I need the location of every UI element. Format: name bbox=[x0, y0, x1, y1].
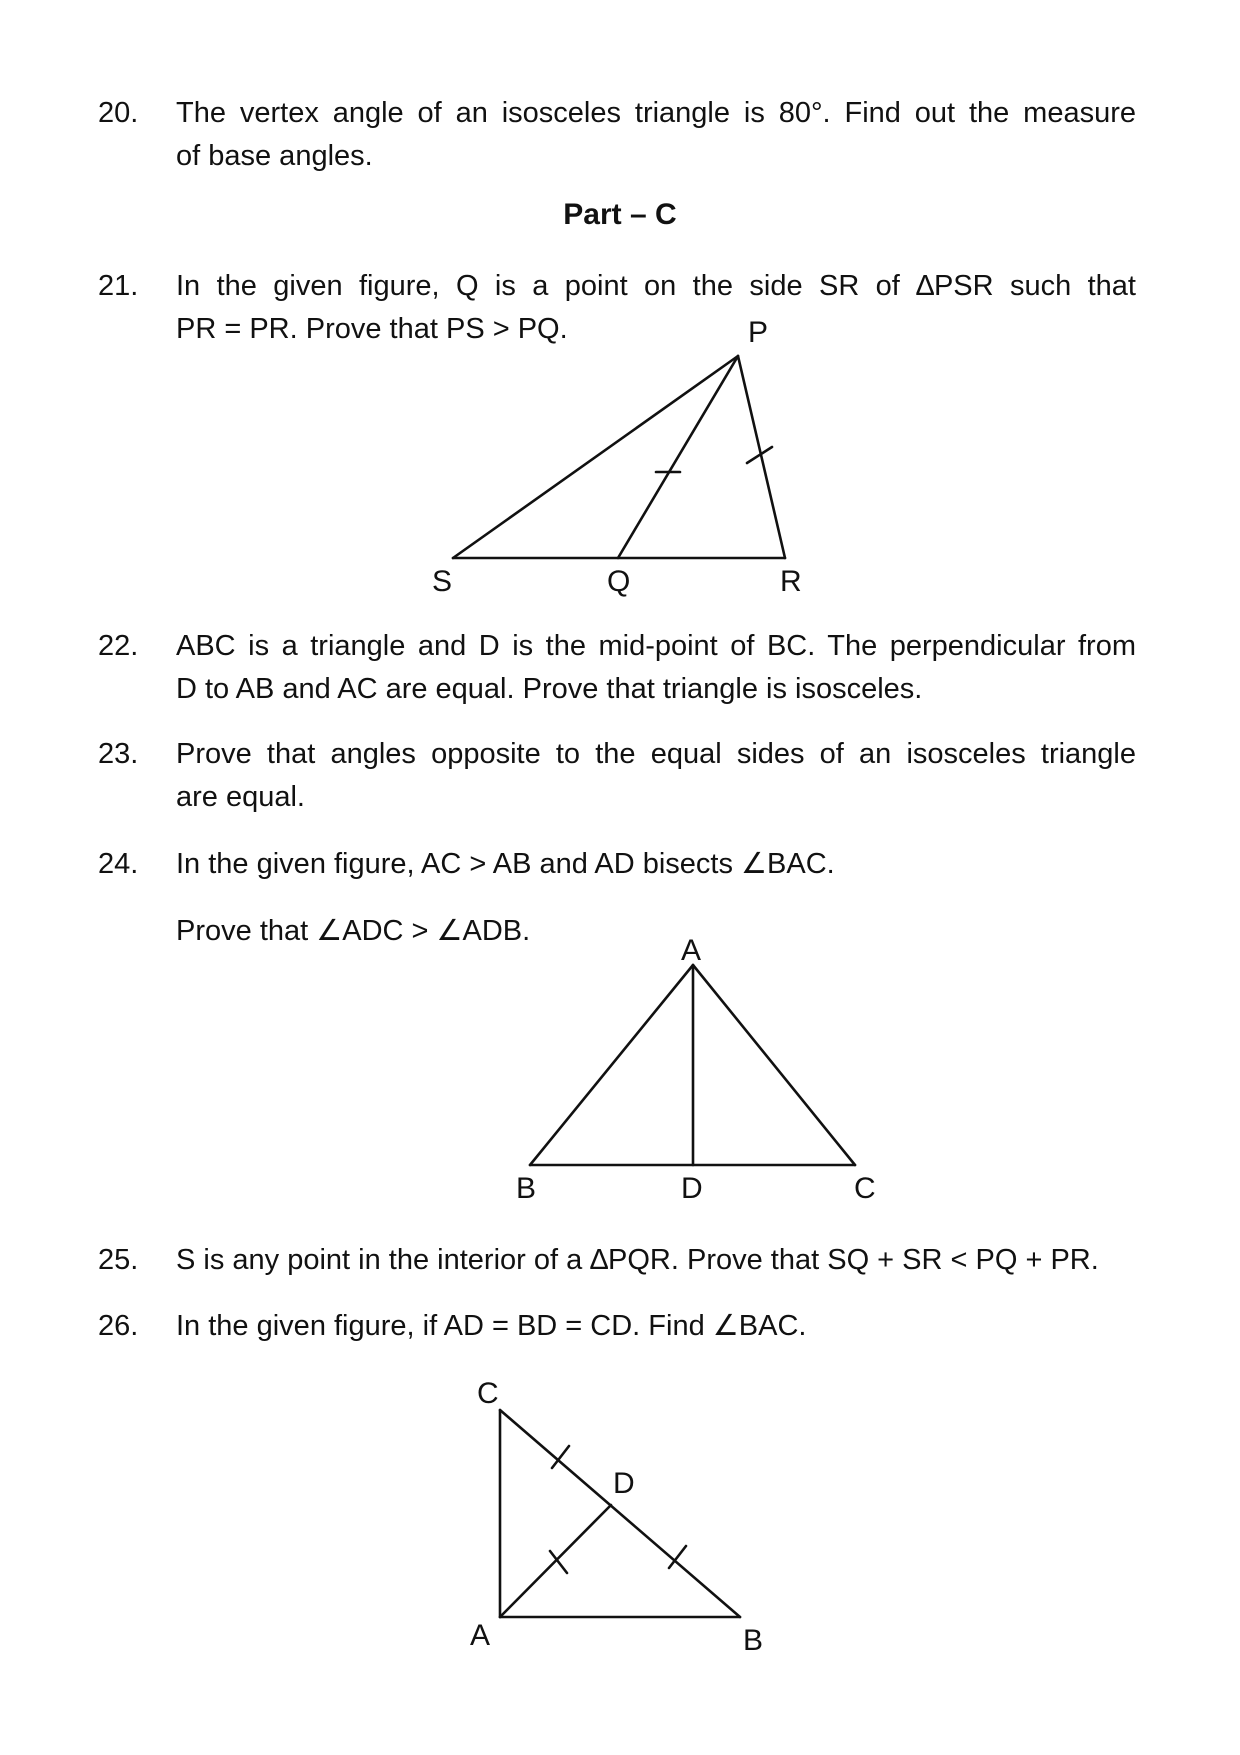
question-number: 23. bbox=[98, 738, 139, 770]
tick-mark-ad bbox=[550, 1551, 567, 1573]
question-text-line1: In the given figure, AC > AB and AD bisects ∠BAC. bbox=[176, 848, 835, 880]
question-text-line2: PR = PR. Prove that PS > PQ. bbox=[176, 313, 568, 345]
vertex-label-d: D bbox=[681, 1172, 703, 1205]
vertex-label-r: R bbox=[780, 565, 802, 598]
vertex-label-c: C bbox=[854, 1172, 876, 1205]
vertex-label-c: C bbox=[477, 1377, 499, 1410]
question-number: 20. bbox=[98, 97, 139, 129]
question-text-line2: D to AB and AC are equal. Prove that triangle is isosceles. bbox=[176, 673, 923, 705]
hypotenuse-cb bbox=[500, 1410, 740, 1617]
question-number: 26. bbox=[98, 1310, 139, 1342]
vertex-label-s: S bbox=[432, 565, 453, 598]
question-number: 24. bbox=[98, 848, 139, 880]
segment-ad bbox=[500, 1505, 611, 1617]
vertex-label-d: D bbox=[613, 1467, 635, 1500]
vertex-label-b: B bbox=[743, 1624, 764, 1657]
question-number: 22. bbox=[98, 630, 139, 662]
question-text-line1: ABC is a triangle and D is the mid-point of BC. The perpendicular from bbox=[176, 630, 1136, 662]
vertex-label-p: P bbox=[748, 316, 769, 349]
question-text-line2: are equal. bbox=[176, 781, 305, 813]
question-text-line2: of base angles. bbox=[176, 140, 373, 172]
vertex-label-b: B bbox=[516, 1172, 537, 1205]
part-heading: Part – C bbox=[563, 198, 677, 231]
question-text-line1: In the given figure, if AD = BD = CD. Find ∠BAC. bbox=[176, 1310, 807, 1342]
question-text-line1: The vertex angle of an isosceles triangle is 80°. Find out the measure bbox=[176, 97, 1136, 129]
question-text-line2: Prove that ∠ADC > ∠ADB. bbox=[176, 915, 531, 947]
question-text-line1: S is any point in the interior of a ∆PQR. Prove that SQ + SR < PQ + PR. bbox=[176, 1244, 1099, 1276]
vertex-label-a: A bbox=[681, 934, 702, 967]
vertex-label-a: A bbox=[470, 1619, 491, 1652]
question-text-line1: Prove that angles opposite to the equal sides of an isosceles triangle bbox=[176, 738, 1136, 770]
question-number: 21. bbox=[98, 270, 139, 302]
question-number: 25. bbox=[98, 1244, 139, 1276]
vertex-label-q: Q bbox=[607, 565, 631, 598]
question-text-line1: In the given figure, Q is a point on the side SR of ∆PSR such that bbox=[176, 270, 1136, 302]
